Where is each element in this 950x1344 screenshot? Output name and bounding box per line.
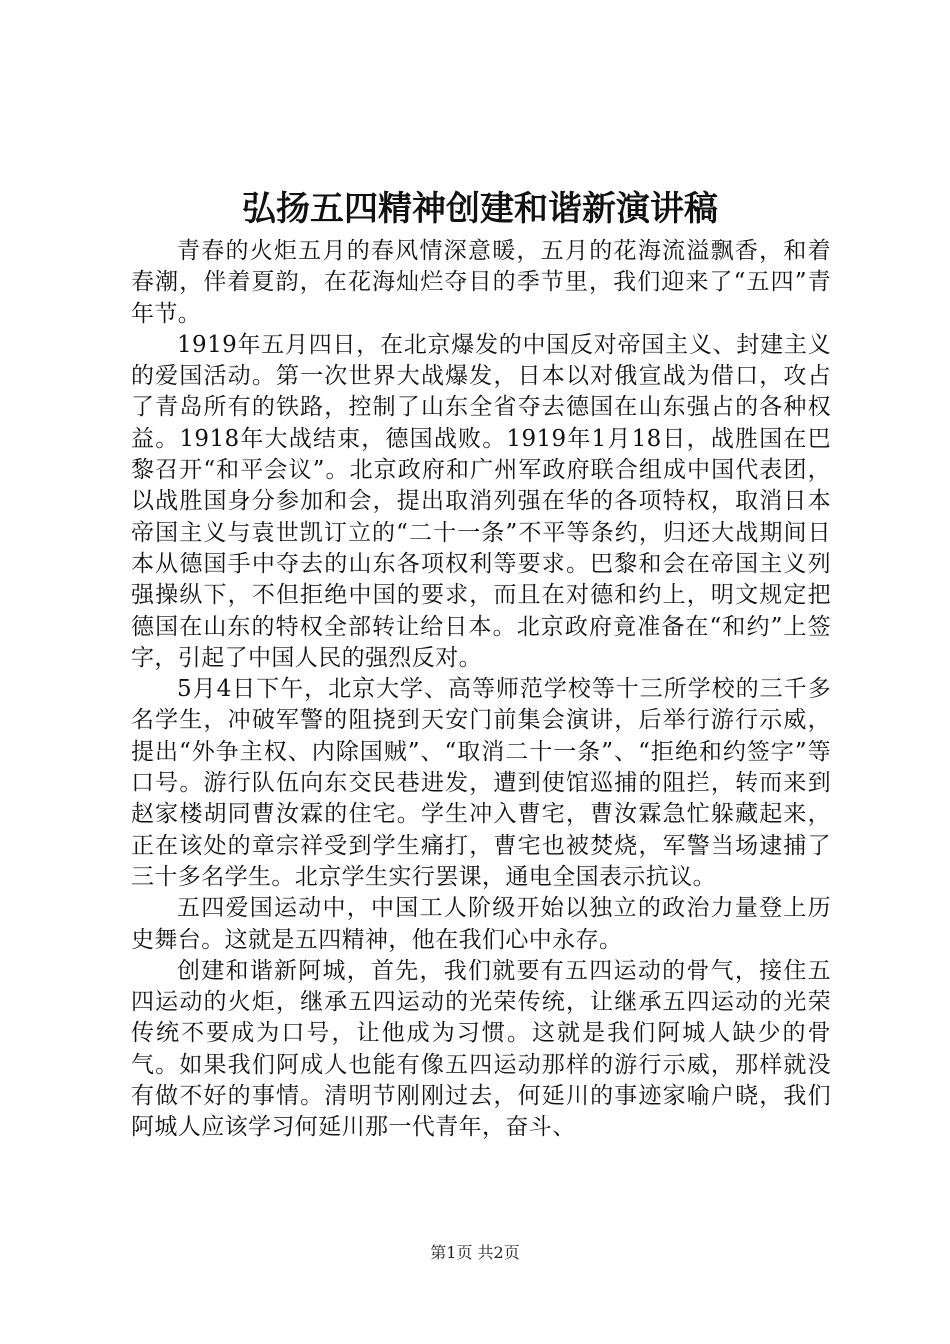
document-title: 弘扬五四精神创建和谐新演讲稿 [242, 189, 718, 229]
document-body [131, 236, 831, 1144]
paragraph-3: 5月4日下午，北京大学、高等师范学校等十三所学校的三千多名学生，冲破军警的阻挠到天安门前集会演讲，后举行游行示威，提出“外争主权、内除国贼”、“取消二十一条”、“拒绝和约签字”等口号。游行队伍向东交民巷进发，遭到使馆巡捕的阻拦，转而来到赵家楼胡同曹汝霖的住宅。学生冲入曹宅，曹汝霖急忙躲藏起来，正在该处的章宗祥受到学生痛打，曹宅也被焚烧，军警当场逮捕了三十多名学生。北京学生实行罢课，通电全国表示抗议。 [131, 676, 831, 890]
paragraph-2: 1919年五月四日，在北京爆发的中国反对帝国主义、封建主义的爱国活动。第一次世界大战爆发，日本以对俄宣战为借口，攻占了青岛所有的铁路，控制了山东全省夺去德国在山东强占的各种权益。1918年大战结束，德国战败。1919年1月18日，战胜国在巴黎召开“和平会议”。北京政府和广州军政府联合组成中国代表团，以战胜国身分参加和会，提出取消列强在华的各项特权，取消日本帝国主义与袁世凯订立的“二十一条”不平等条约，归还大战期间日本从德国手中夺去的山东各项权利等要求。巴黎和会在帝国主义列强操纵下，不但拒绝中国的要求，而且在对德和约上，明文规定把德国在山东的特权全部转让给日本。北京政府竟准备在“和约”上签字，引起了中国人民的强烈反对。 [131, 331, 831, 671]
paragraph-4: 五四爱国运动中，中国工人阶级开始以独立的政治力量登上历史舞台。这就是五四精神，他在我们心中永存。 [131, 895, 831, 953]
paragraph-5: 创建和谐新阿城，首先，我们就要有五四运动的骨气，接住五四运动的火炬，继承五四运动的光荣传统，让继承五四运动的光荣传统不要成为口号，让他成为习惯。这就是我们阿城人缺少的骨气。如果我们阿成人也能有像五四运动那样的游行示威，那样就没有做不好的事情。清明节刚刚过去，何延川的事迹家喻户晓，我们阿城人应该学习何延川那一代青年，奋斗、 [131, 957, 831, 1141]
paragraph-1: 青春的火炬五月的春风情深意暖，五月的花海流溢飘香，和着春潮，伴着夏韵，在花海灿烂夺目的季节里，我们迎来了“五四”青年节。 [131, 238, 831, 327]
page-number-footer: 第1页 共2页 [430, 1243, 520, 1262]
